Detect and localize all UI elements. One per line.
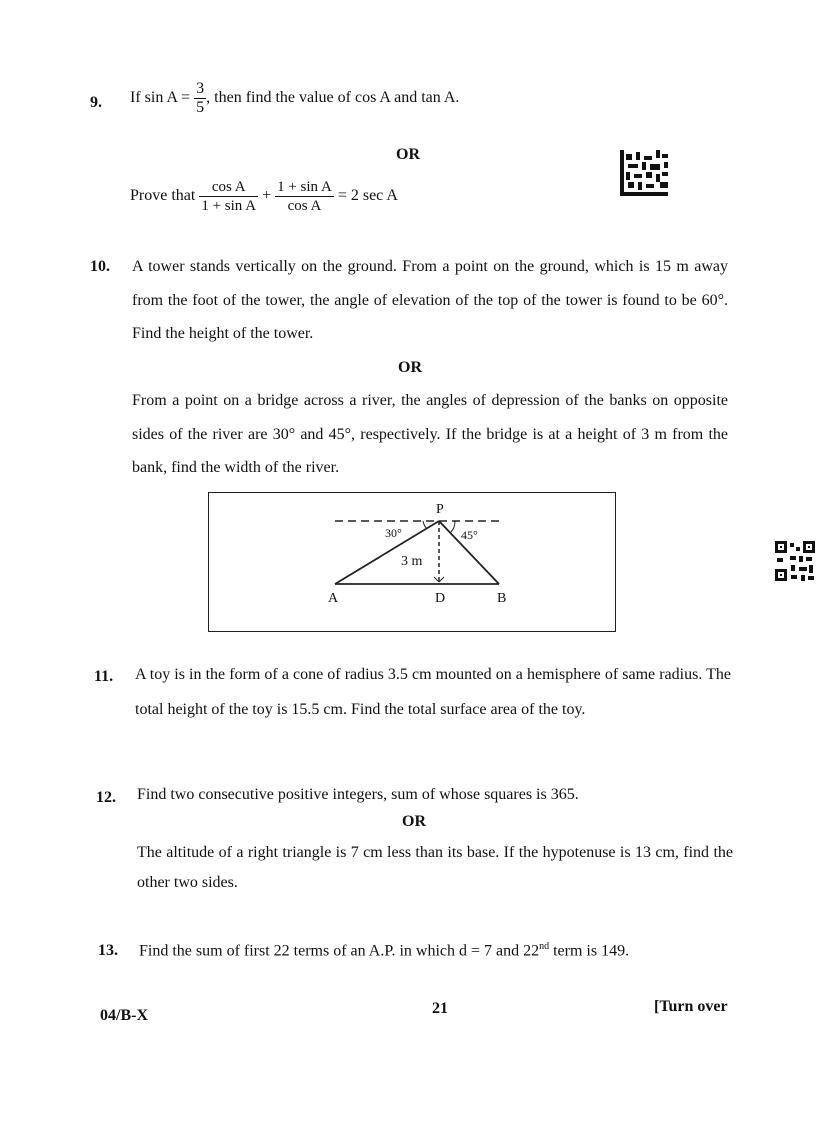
angle-arc-right (450, 521, 455, 533)
q10-para-2: From a point on a bridge across a river, the angles of depression of the banks on opposite sides of the river are 30° and 45°, respectively. If the bridge is at a height of 3 m from the bank, find the width of the river. (132, 392, 728, 476)
q9-fraction (194, 80, 206, 117)
paper-code: 04/B-X (100, 1007, 148, 1024)
q10-number: 10. (90, 258, 110, 275)
q12-or: OR (402, 813, 426, 830)
angle-arc-left (423, 521, 427, 529)
qr-code (775, 541, 815, 581)
page-number: 21 (432, 1000, 448, 1017)
label-b: B (497, 591, 507, 606)
q9-frac-numerator: 3 (196, 80, 205, 97)
q11-number: 11. (94, 668, 114, 685)
q9-number: 9. (90, 94, 102, 111)
q9-f2-denominator: cos A (287, 198, 322, 214)
q9-question (130, 80, 459, 117)
q9-f1-numerator: cos A (199, 178, 258, 197)
q9-tail: , then find the value of cos A and tan A. (206, 89, 460, 107)
q13-superscript: nd (539, 941, 550, 952)
q9-frac-denominator: 5 (196, 99, 205, 116)
q11-para: A toy is in the form of a cone of radius 3.5 cm mounted on a hemisphere of same radius. The total height of the toy is 15.5 cm. Find the total surface area of the toy. (135, 666, 731, 718)
q9-prove-lead: Prove that (130, 187, 196, 205)
label-d: D (435, 591, 446, 606)
q9-or: OR (396, 146, 420, 163)
q13-text-after: term is 149. (549, 942, 630, 960)
label-a: A (328, 591, 339, 606)
q9-fraction-2 (275, 178, 334, 215)
bridge-diagram (209, 493, 615, 631)
height-label: 3 m (401, 554, 423, 569)
q13-text-before: Find the sum of first 22 terms of an A.P. in which d = 7 and 22 (139, 942, 540, 960)
q9-f2-numerator: 1 + sin A (277, 179, 332, 195)
q12-para-1: Find two consecutive positive integers, sum of whose squares is 365. (137, 786, 579, 803)
angle-label-45: 45° (461, 528, 478, 542)
q12-para-2: The altitude of a right triangle is 7 cm less than its base. If the hypotenuse is 13 cm, find the other two sides. (137, 844, 733, 891)
q9-plus: + (262, 187, 272, 205)
q13-number: 13. (98, 942, 118, 959)
q9-lead: If sin A = (130, 89, 191, 107)
q13-para (139, 929, 733, 969)
bridge-figure (208, 492, 616, 632)
angle-label-30: 30° (385, 526, 402, 540)
q9-f1-denominator: 1 + sin A (201, 198, 257, 214)
q9-fraction-1 (199, 178, 258, 215)
label-p: P (436, 502, 444, 517)
q12-number: 12. (96, 789, 116, 806)
datamatrix-code (620, 150, 668, 196)
q10-or: OR (398, 359, 422, 376)
q10-para-1: A tower stands vertically on the ground. From a point on the ground, which is 15 m away from the foot of the tower, the angle of elevation of the top of the tower is found to be 60°. Find the height of the tower. (132, 258, 728, 342)
q9-rhs: = 2 sec A (337, 187, 398, 205)
turn-over: [Turn over (654, 998, 728, 1015)
q9-prove (130, 178, 398, 215)
